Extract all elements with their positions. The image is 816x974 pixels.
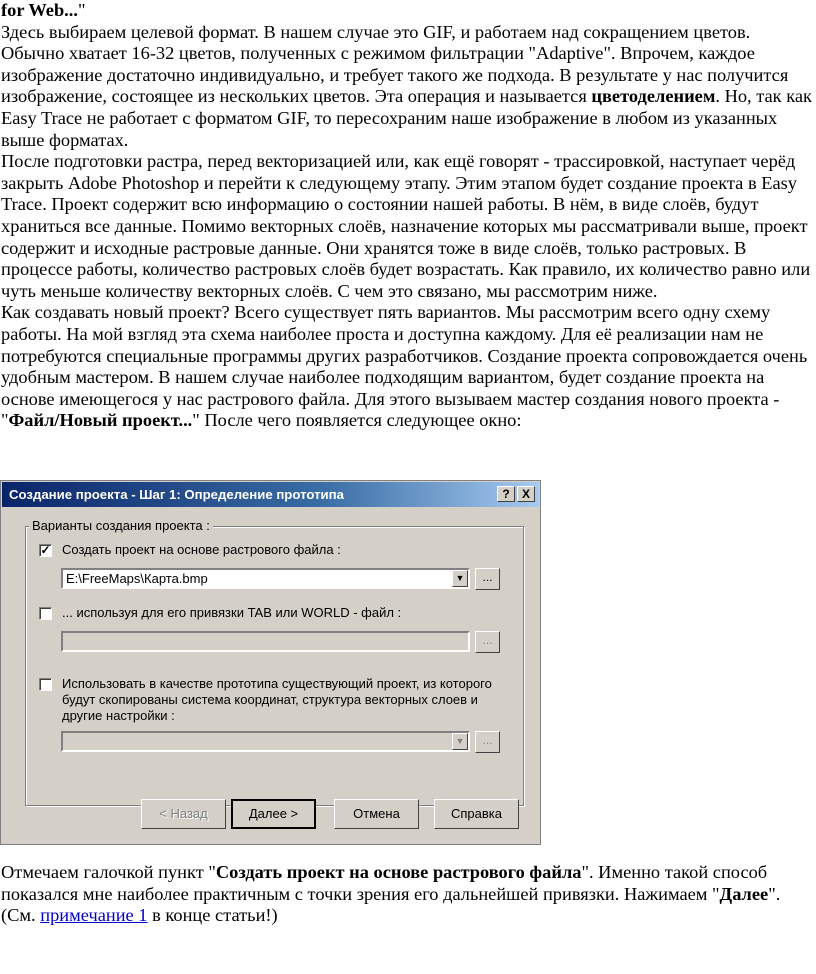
bold-text: Далее bbox=[719, 883, 769, 904]
raster-file-combo[interactable] bbox=[61, 568, 470, 589]
prototype-project-combo[interactable] bbox=[61, 731, 470, 752]
bold-text: Создать проект на основе растрового файла bbox=[215, 862, 582, 882]
document-footer bbox=[0, 862, 812, 927]
checkmark-icon: ✓ bbox=[40, 543, 51, 557]
next-button[interactable]: Далее > bbox=[231, 799, 316, 829]
dropdown-arrow-icon[interactable]: ▼ bbox=[452, 570, 468, 587]
paragraph-2: После подготовки растра, перед векторизацией или, как ещё говорят - трассировкой, наступает черёд закрыть Adobe Photoshop и перейти к следующему этапу. Этим этапом будет создание проекта в Easy Trace. Проект содержит всю информацию о состоянии нашей работы. В нём, в виде слоёв, будут храниться все данные. Помимо векторных слоёв, назначение которых мы рассматривали выше, проект содержит и исходные растровые данные. Они хранятся тоже в виде слоёв, только растровых. В процессе работы, количество растровых слоёв будет возрастать. Как правило, их количество равно или чуть меньше количеству векторных слоёв. С чем это связано, мы рассмотрим ниже. bbox=[1, 151, 811, 301]
help-icon[interactable]: ? bbox=[497, 486, 515, 502]
paragraph-4: Отмечаем галочкой пункт "Создать проект на основе растрового файла". Именно такой способ показался мне наиболее практичным с точки зрения его дальнейшей привязки. Нажимаем "Далее". (См. примечание 1 в конце статьи!) bbox=[1, 862, 781, 926]
document-body bbox=[0, 0, 812, 432]
option3-checkbox[interactable] bbox=[39, 678, 52, 691]
bold-text: Файл/Новый проект... bbox=[8, 410, 193, 431]
back-button[interactable]: < Назад bbox=[141, 799, 226, 829]
browse-raster-button[interactable]: ... bbox=[475, 568, 500, 590]
paragraph-0: for Web..." bbox=[1, 0, 86, 20]
dropdown-arrow-icon[interactable]: ▼ bbox=[452, 733, 468, 750]
bold-text: цветоделением bbox=[591, 86, 716, 107]
option1-label: Создать проект на основе растрового файла : bbox=[62, 542, 341, 557]
browse-project-button[interactable]: ... bbox=[475, 731, 500, 753]
footnote-link[interactable]: примечание 1 bbox=[40, 905, 148, 926]
browse-tab-world-button[interactable]: ... bbox=[475, 631, 500, 653]
option2-label: ... используя для его привязки TAB или WORLD - файл : bbox=[62, 605, 402, 620]
paragraph-3: Как создавать новый проект? Всего существует пять вариантов. Мы рассмотрим всего одну схему работы. На мой взгляд эта схема наиболее проста и доступна каждому. Для её реализации нам не потребуются специальные программы других разработчиков. Создание проекта сопровождается очень удобным мастером. В нашем случае наиболее подходящим вариантом, будет создание проекта на основе имеющегося у нас растрового файла. Для этого вызываем мастер создания нового проекта - "Файл/Новый проект..." После чего появляется следующее окно: bbox=[1, 302, 808, 431]
option3-label: Использовать в качестве прототипа существующий проект, из которого будут скопированы система координат, структура векторных слоев и другие настройки : bbox=[62, 676, 492, 723]
help-button[interactable]: Справка bbox=[434, 799, 519, 829]
option1-checkbox[interactable] bbox=[39, 544, 52, 557]
dialog-title: Создание проекта - Шаг 1: Определение прототипа bbox=[9, 487, 344, 502]
create-project-dialog bbox=[0, 480, 541, 845]
bold-text: for Web... bbox=[1, 0, 78, 20]
option2-checkbox[interactable] bbox=[39, 607, 52, 620]
raster-file-value: E:\FreeMaps\Карта.bmp bbox=[66, 571, 208, 586]
group-label: Варианты создания проекта : bbox=[29, 518, 213, 533]
cancel-button[interactable]: Отмена bbox=[334, 799, 419, 829]
paragraph-1: Здесь выбираем целевой формат. В нашем случае это GIF, и работаем над сокращением цветов. Обычно хватает 16-32 цветов, полученных с режимом фильтрации "Adaptive". Впрочем, каждое изображение достаточно индивидуально, и требует такого же подхода. В результате у нас получится изображение, состоящее из нескольких цветов. Эта операция и называется цветоделением. Но, так как Easy Trace не работает с форматом GIF, то пересохраним наше изображение в любом из указанных выше форматах. bbox=[1, 21, 812, 150]
close-icon[interactable]: X bbox=[517, 486, 535, 502]
tab-world-file-field[interactable] bbox=[61, 631, 470, 652]
dialog-titlebar bbox=[2, 482, 539, 507]
